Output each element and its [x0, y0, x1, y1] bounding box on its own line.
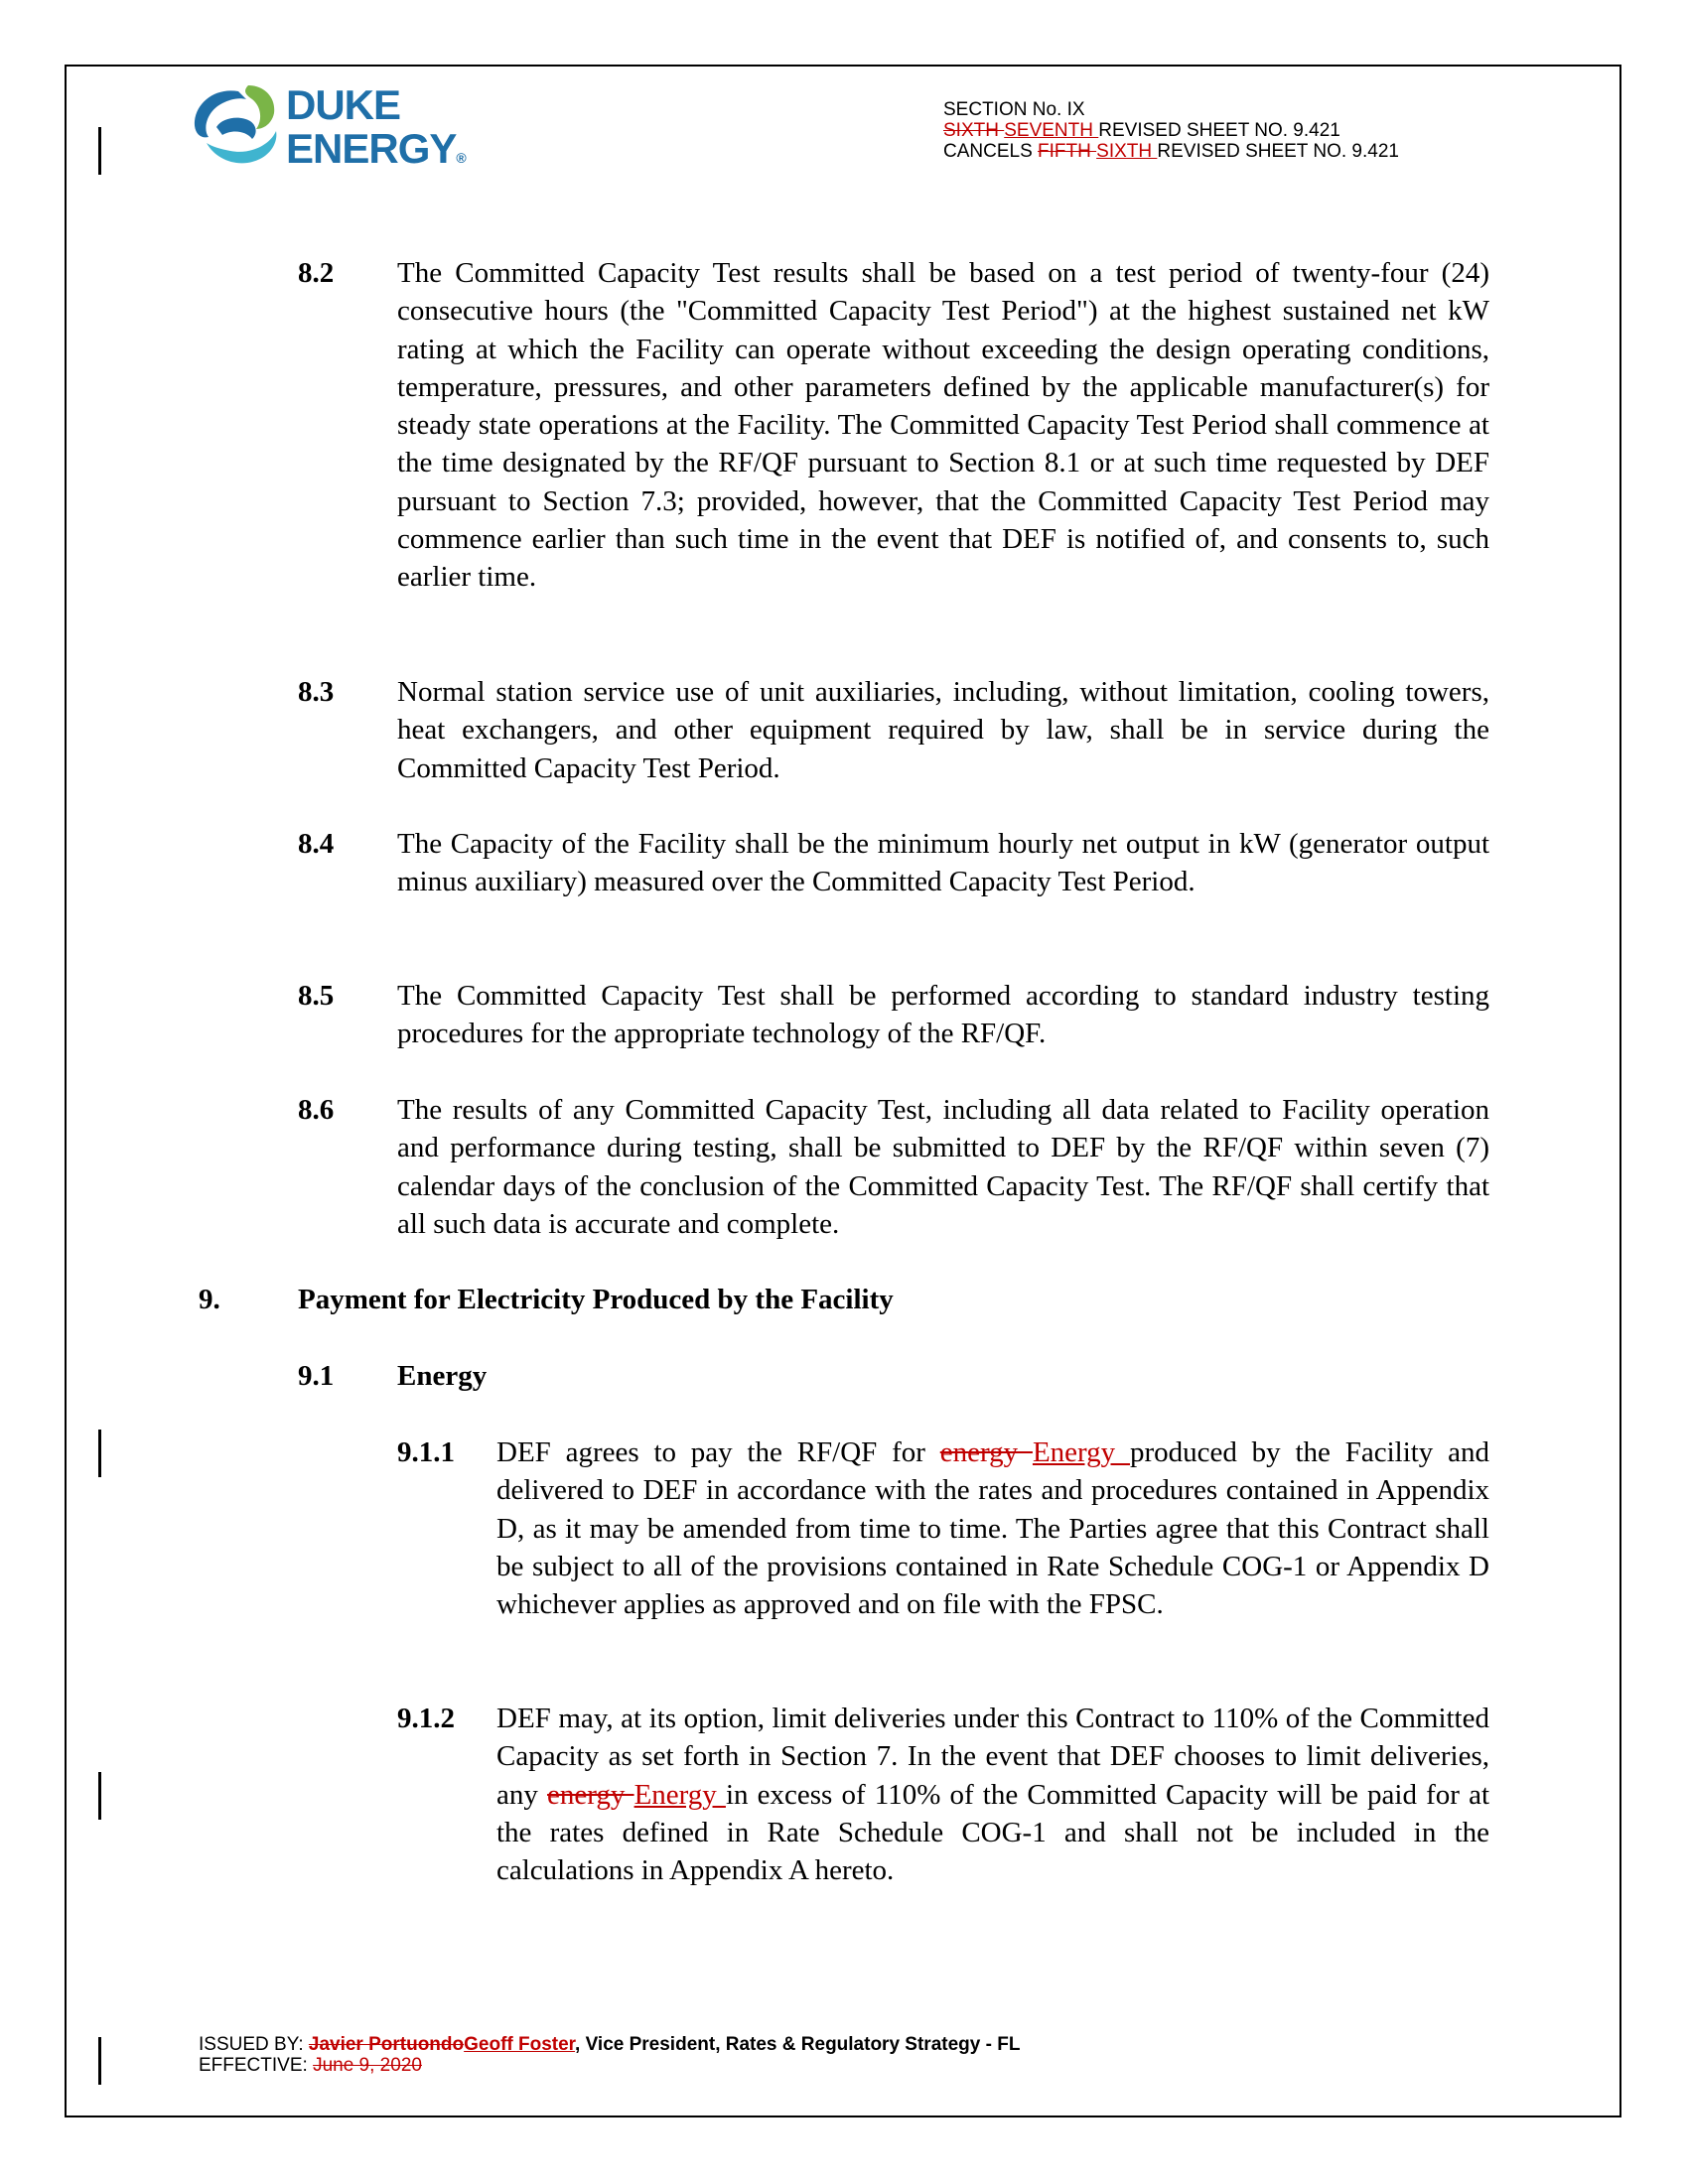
deleted-revision: Javier Portuondo [308, 2034, 465, 2055]
paragraph-text [496, 1700, 1489, 1889]
section-number: SECTION No. IX [943, 99, 1085, 120]
paragraph-text: The Committed Capacity Test shall be performed according to standard industry testing procedures for the appropriate technology of the RF/QF. [397, 980, 1489, 1050]
logo-text-energy: ENERGY [286, 125, 457, 172]
paragraph-text: The Committed Capacity Test results shall be based on a test period of twenty-four (24) consecutive hours (the "Committed Capacity Test Period") at the highest sustained net kW rating at which the Facility can operate without exceeding the design operating conditions, temperature, pressures, and other parameters defined by the applicable manufacturer(s) for steady state operations at the Facility. The Committed Capacity Test Period shall commence at the time designated by the RF/QF pursuant to Section 8.1 or at such time requested by DEF pursuant to Section 7.3; provided, however, that the Committed Capacity Test Period may commence earlier than such time in the event that DEF is notified of, and consents to, such earlier time. [397, 257, 1489, 594]
inserted-revision: Geoff Foster [464, 2034, 576, 2055]
paragraph-number: 8.5 [298, 980, 335, 1012]
sheet-header [943, 99, 1499, 162]
issuer-title: , Vice President, Rates & Regulatory Strategy - FL [575, 2034, 1021, 2055]
paragraph-number: 9.1.1 [397, 1436, 455, 1468]
paragraph-number: 8.3 [298, 676, 335, 708]
revised-sheet-text: REVISED SHEET NO. 9.421 [1098, 120, 1340, 141]
paragraph-number: 9.1.2 [397, 1703, 455, 1734]
text-run: produced by the Facility and delivered to DEF in accordance with the rates and procedures contained in Appendix D, as it may be amended from time to time. The Parties agree that this Contract shall be subject to all of the provisions contained in Rate Schedule COG-1 or Appendix D whichever applies as approved and on file with the FPSC. [496, 1436, 1489, 1621]
cancels-sheet-text: REVISED SHEET NO. 9.421 [1157, 141, 1399, 162]
section-9-title: Payment for Electricity Produced by the Facility [298, 1284, 894, 1315]
inserted-revision: Energy [633, 1778, 726, 1811]
deleted-revision: energy [547, 1778, 634, 1811]
section-9-1-number: 9.1 [298, 1360, 335, 1392]
inserted-revision: SEVENTH [1004, 120, 1099, 141]
cancels-label: CANCELS [943, 141, 1039, 162]
effective-label: EFFECTIVE: [199, 2055, 314, 2076]
paragraph-number: 8.2 [298, 257, 335, 289]
issued-by-line [199, 2034, 1390, 2055]
change-bar [98, 127, 101, 175]
change-bar [98, 2037, 101, 2085]
text-run: DEF agrees to pay the RF/QF for [496, 1436, 940, 1468]
paragraph-number: 8.4 [298, 828, 335, 860]
paragraph-text: The results of any Committed Capacity Test, including all data related to Facility operation and performance during testing, shall be submitted to DEF by the RF/QF within seven (7) calendar days of the conclusion of the Committed Capacity Test. The RF/QF shall certify that all such data is accurate and complete. [397, 1094, 1489, 1240]
logo-swirl-icon [187, 77, 286, 177]
deleted-revision: June 9, 2020 [313, 2055, 422, 2076]
logo-text-duke: DUKE [286, 81, 401, 128]
paragraph-text: The Capacity of the Facility shall be the minimum hourly net output in kW (generator output minus auxiliary) measured over the Committed Capacity Test Period. [397, 828, 1489, 898]
inserted-revision: Energy [1032, 1436, 1130, 1468]
text-run: DEF may, at its option, limit deliveries under this Contract to 110% of the Committed Capacity as set forth in Section 7. In the event that DEF chooses to limit deliveries, any [496, 1703, 1489, 1811]
effective-line [199, 2055, 1390, 2076]
logo-wordmark [286, 83, 466, 180]
change-bar [98, 1430, 101, 1477]
section-9-1-title: Energy [397, 1360, 488, 1392]
section-9-number: 9. [199, 1284, 220, 1315]
paragraph-text [496, 1433, 1489, 1623]
revised-sheet-line [943, 120, 1499, 141]
logo-registered-mark: ® [456, 150, 466, 166]
inserted-revision: SIXTH [1096, 141, 1158, 162]
deleted-revision: FIFTH [1038, 141, 1097, 162]
change-bar [98, 1772, 101, 1820]
text-run: in excess of 110% of the Committed Capacity will be paid for at the rates defined in Rate Schedule COG-1 and shall not be included in the calculations in Appendix A hereto. [496, 1778, 1489, 1887]
cancels-sheet-line [943, 141, 1499, 162]
paragraph-number: 8.6 [298, 1094, 335, 1126]
paragraph-text: Normal station service use of unit auxiliaries, including, without limitation, cooling towers, heat exchangers, and other equipment required by law, shall be in service during the Committed Capacity Test Period. [397, 676, 1489, 784]
deleted-revision: SIXTH [943, 120, 1005, 141]
deleted-revision: energy [939, 1436, 1033, 1468]
issued-by-label: ISSUED BY: [199, 2034, 309, 2055]
page-footer [199, 2034, 1390, 2076]
duke-energy-logo [187, 77, 475, 177]
